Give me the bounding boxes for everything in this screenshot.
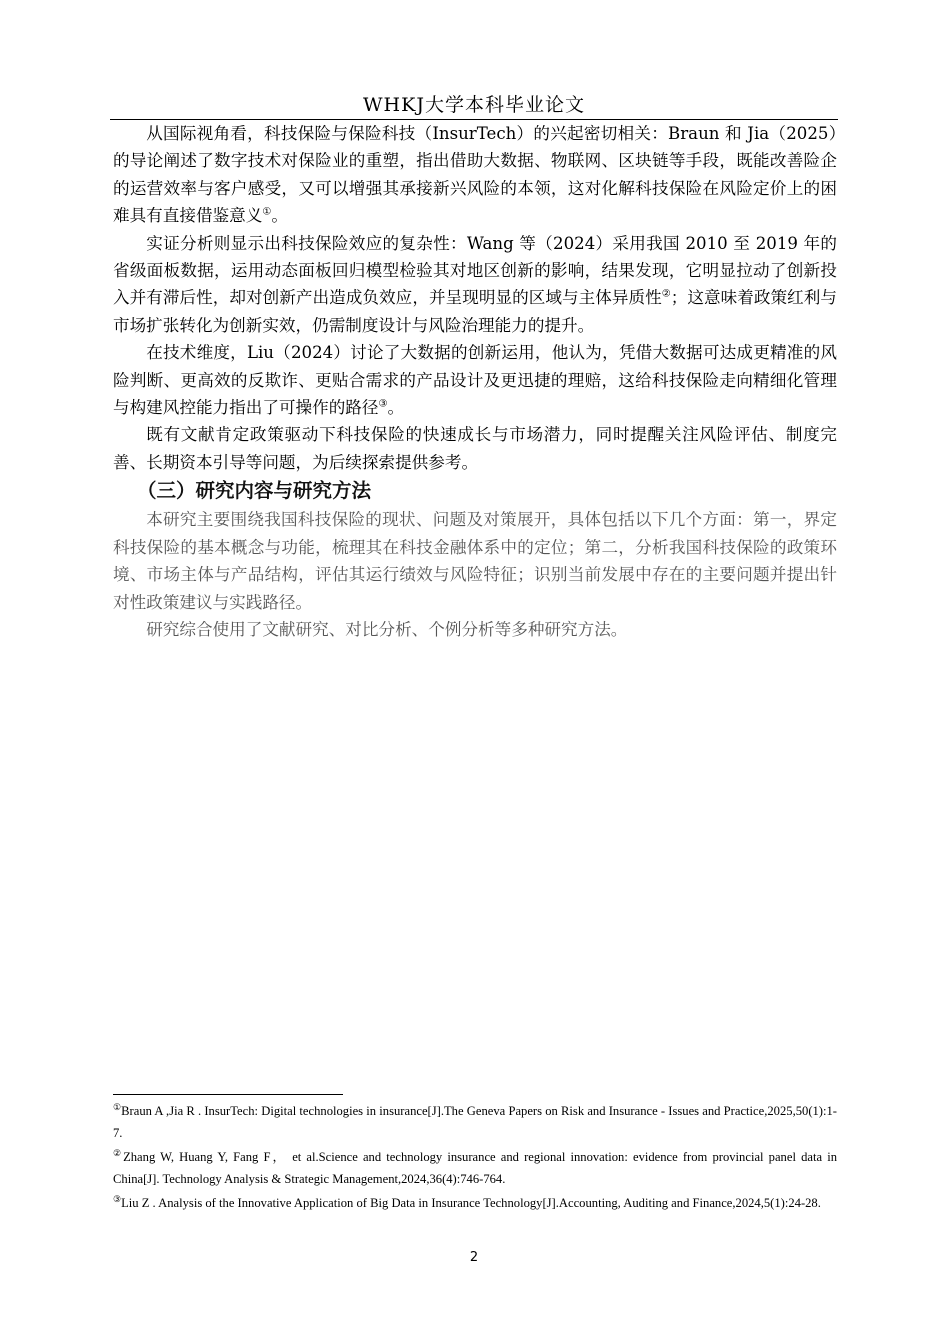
footnote-text-3: Liu Z . Analysis of the Innovative Application of Big Data in Insurance Technology[J].Accounting, Auditing and Finance,2024,5(1):24-28. — [121, 1196, 821, 1210]
page-header: WHKJ大学本科毕业论文 — [363, 94, 585, 116]
footnote-ref-3[interactable]: ③ — [378, 398, 388, 410]
footnote-mark-2: ② — [113, 1147, 124, 1158]
paragraph-3-text: 在技术维度，Liu（2024）讨论了大数据的创新运用，他认为，凭借大数据可达成更精准的风险判断、更高效的反欺诈、更贴合需求的产品设计及更迅捷的理赔，这给科技保险走向精细化管理与构建风控能力指出了可操作的路径 — [113, 343, 837, 418]
paragraph-2 — [113, 230, 837, 340]
paragraph-5: 本研究主要围绕我国科技保险的现状、问题及对策展开，具体包括以下几个方面：第一，界定科技保险的基本概念与功能，梳理其在科技金融体系中的定位；第二，分析我国科技保险的政策环境、市场主体与产品结构，评估其运行绩效与风险特征；识别当前发展中存在的主要问题并提出针对性政策建议与实践路径。 — [113, 510, 837, 612]
footnote-2 — [113, 1146, 837, 1190]
paragraph-1-text: 从国际视角看，科技保险与保险科技（InsurTech）的兴起密切相关：Braun 和 Jia（2025）的导论阐述了数字技术对保险业的重塑，指出借助大数据、物联网、区块链等手段，既能改善险企的运营效率与客户感受，又可以增强其承接新兴风险的本领，这对化解科技保险在风险定价上的困难具有直接借鉴意义 — [113, 124, 837, 226]
paragraph-1-end: 。 — [271, 206, 288, 226]
footnotes — [113, 1100, 837, 1216]
page-number: 2 — [469, 1250, 479, 1265]
footnote-ref-2[interactable]: ② — [661, 288, 671, 300]
paragraph-1 — [113, 120, 837, 230]
footnote-separator — [113, 1094, 343, 1095]
paragraph-2-text: 实证分析则显示出科技保险效应的复杂性：Wang 等（2024）采用我国 2010 至 2019 年的省级面板数据，运用动态面板回归模型检验其对地区创新的影响，结果发现，它明显拉动了创新投入并有滞后性，却对创新产出造成负效应，并呈现明显的区域与主体异质性 — [113, 233, 837, 308]
paragraph-2-end: ；这意味着政策红利与市场扩张转化为创新实效，仍需制度设计与风险治理能力的提升。 — [113, 288, 838, 335]
paragraph-3 — [113, 339, 837, 421]
footnote-text-2: Zhang W, Huang Y, Fang F， et al.Science and technology insurance and regional innovation: evidence from provincial panel data in China[J]. Technology Analysis & Strategic Management,2024,36(4):746-764. — [113, 1150, 837, 1186]
paragraph-4: 既有文献肯定政策驱动下科技保险的快速成长与市场潜力，同时提醒关注风险评估、制度完善、长期资本引导等问题，为后续探索提供参考。 — [113, 425, 837, 472]
paragraph-6: 研究综合使用了文献研究、对比分析、个例分析等多种研究方法。 — [146, 619, 628, 639]
footnote-ref-1[interactable]: ① — [262, 206, 272, 218]
paragraph-3-end: 。 — [387, 398, 405, 418]
footnote-text-1: Braun A ,Jia R . InsurTech: Digital technologies in insurance[J].The Geneva Papers on Risk and Insurance - Issues and Practice,2025,50(1):1-7. — [113, 1104, 837, 1140]
footnote-3 — [113, 1192, 837, 1214]
footnote-mark-1: ① — [113, 1101, 122, 1112]
footnote-mark-3: ③ — [113, 1193, 122, 1204]
section-heading: （三）研究内容与研究方法 — [137, 479, 372, 503]
document-body — [113, 120, 837, 643]
footnote-1 — [113, 1100, 837, 1144]
